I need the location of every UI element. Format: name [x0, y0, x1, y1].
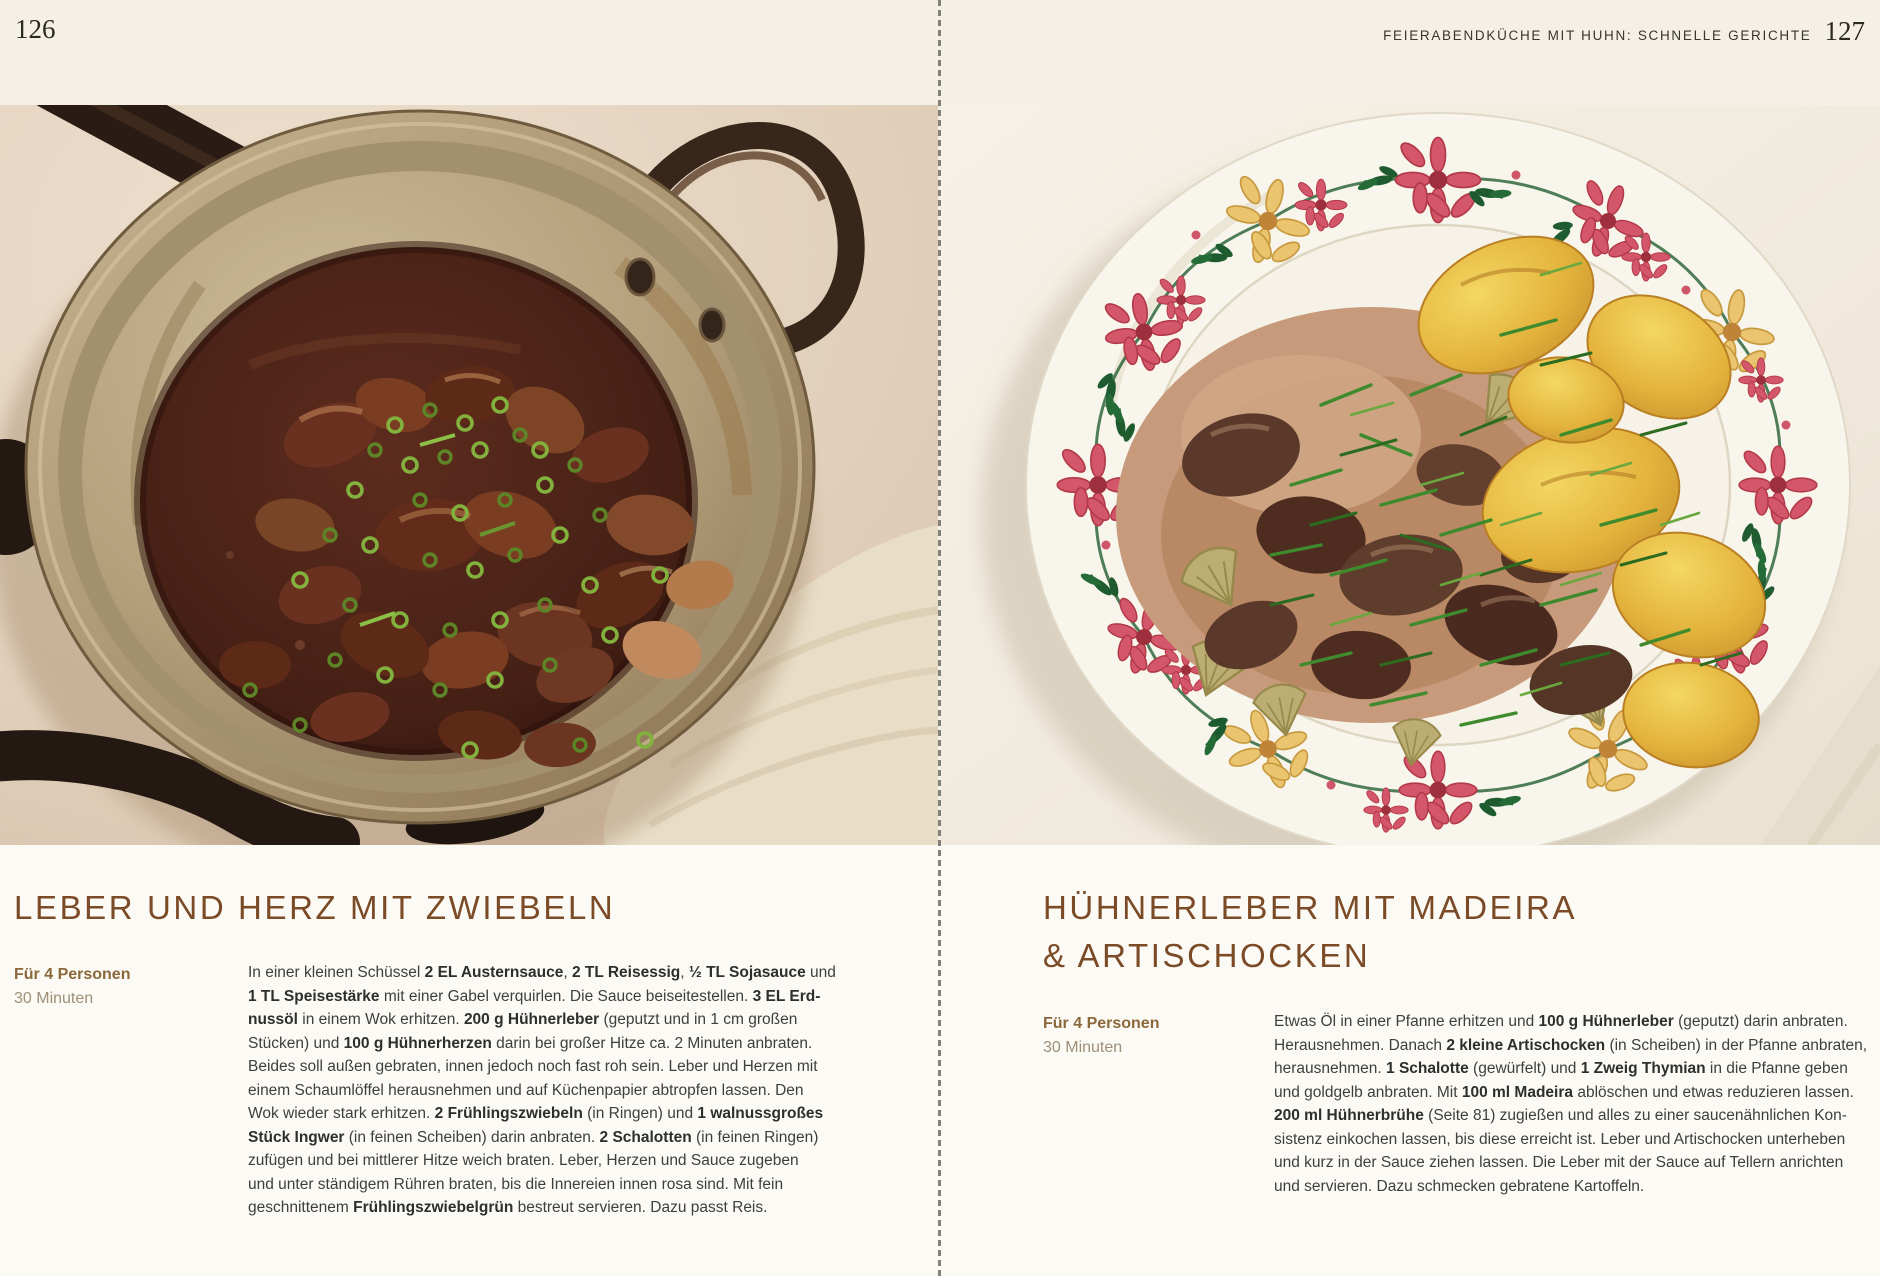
- left-recipe-meta: [14, 963, 130, 1011]
- right-time: 30 Minuten: [1043, 1039, 1123, 1056]
- right-servings: Für 4 Personen: [1043, 1015, 1160, 1032]
- right-recipe-title: [1043, 884, 1577, 980]
- right-recipe-title-line1: HÜHNERLEBER MIT MADEIRA: [1043, 889, 1578, 926]
- left-recipe-body: In einer kleinen Schüssel 2 EL Austernsauce, 2 TL Reisessig, ½ TL Sojasauce und 1 TL Speisestärke mit einer Gabel verquirlen. Die Sauce beiseitestellen. 3 EL Erd- nussöl in einem Wok erhitzen. 200 g Hühnerleber (geputzt und in 1 cm großen Stücken) und 100 g Hühnerherzen darin bei großer Hitze ca. 2 Minuten anbraten. Beides soll außen gebraten, innen jedoch noch fast roh sein. Leber und Herzen mit einem Schaumlöffel herausnehmen und auf Küchenpapier abtropfen lassen. Den Wok wieder stark erhitzen. 2 Frühlingszwiebeln (in Ringen) und 1 walnussgroßes Stück Ingwer (in feinen Scheiben) darin anbraten. 2 Schalotten (in feinen Ringen) zufügen und bei mittlerer Hitze weich braten. Leber, Herzen und Sauce zugeben und unter ständigem Rühren braten, bis die Innereien innen rosa sind. Mit fein geschnittenem Frühlingszwiebelgrün bestreut servieren. Dazu passt Reis.: [248, 964, 836, 1216]
- running-header: [1383, 16, 1865, 47]
- running-header-label: FEIERABENDKÜCHE MIT HUHN: SCHNELLE GERICHTE: [1383, 28, 1812, 43]
- pan-rivet: [700, 309, 724, 341]
- page-number-right: 127: [1824, 16, 1865, 46]
- left-time: 30 Minuten: [14, 990, 94, 1007]
- page-number-left: 126: [15, 14, 56, 44]
- right-recipe-title-line2: & ARTISCHOCKEN: [1043, 937, 1371, 974]
- photo-liver-madeira-plate: [941, 105, 1880, 845]
- photo-liver-hearts-pan: [0, 105, 938, 845]
- left-recipe-title: LEBER UND HERZ MIT ZWIEBELN: [14, 889, 616, 926]
- plate-photo-illustration: [941, 105, 1880, 845]
- left-servings: Für 4 Personen: [14, 966, 131, 983]
- pan-photo-illustration: [0, 105, 938, 845]
- pan-rivet: [626, 259, 654, 295]
- right-recipe-meta: [1043, 1012, 1159, 1060]
- right-recipe-body: Etwas Öl in einer Pfanne erhitzen und 100 g Hühnerleber (geputzt) darin anbraten. Herausnehmen. Danach 2 kleine Artischocken (in Scheiben) in der Pfanne anbraten, herausnehmen. 1 Schalotte (gewürfelt) und 1 Zweig Thymian in die Pfanne geben und goldgelb anbraten. Mit 100 ml Madeira ablöschen und etwas reduzieren lassen. 200 ml Hühnerbrühe (Seite 81) zugießen und alles zu einer saucenähnlichen Kon- sistenz einkochen lassen, bis diese erreicht ist. Leber und Artischocken unterheben und kurz in der Sauce ziehen lassen. Die Leber mit der Sauce auf Tellern anrichten und servieren. Dazu schmecken gebratene Kartoffeln.: [1274, 1013, 1868, 1195]
